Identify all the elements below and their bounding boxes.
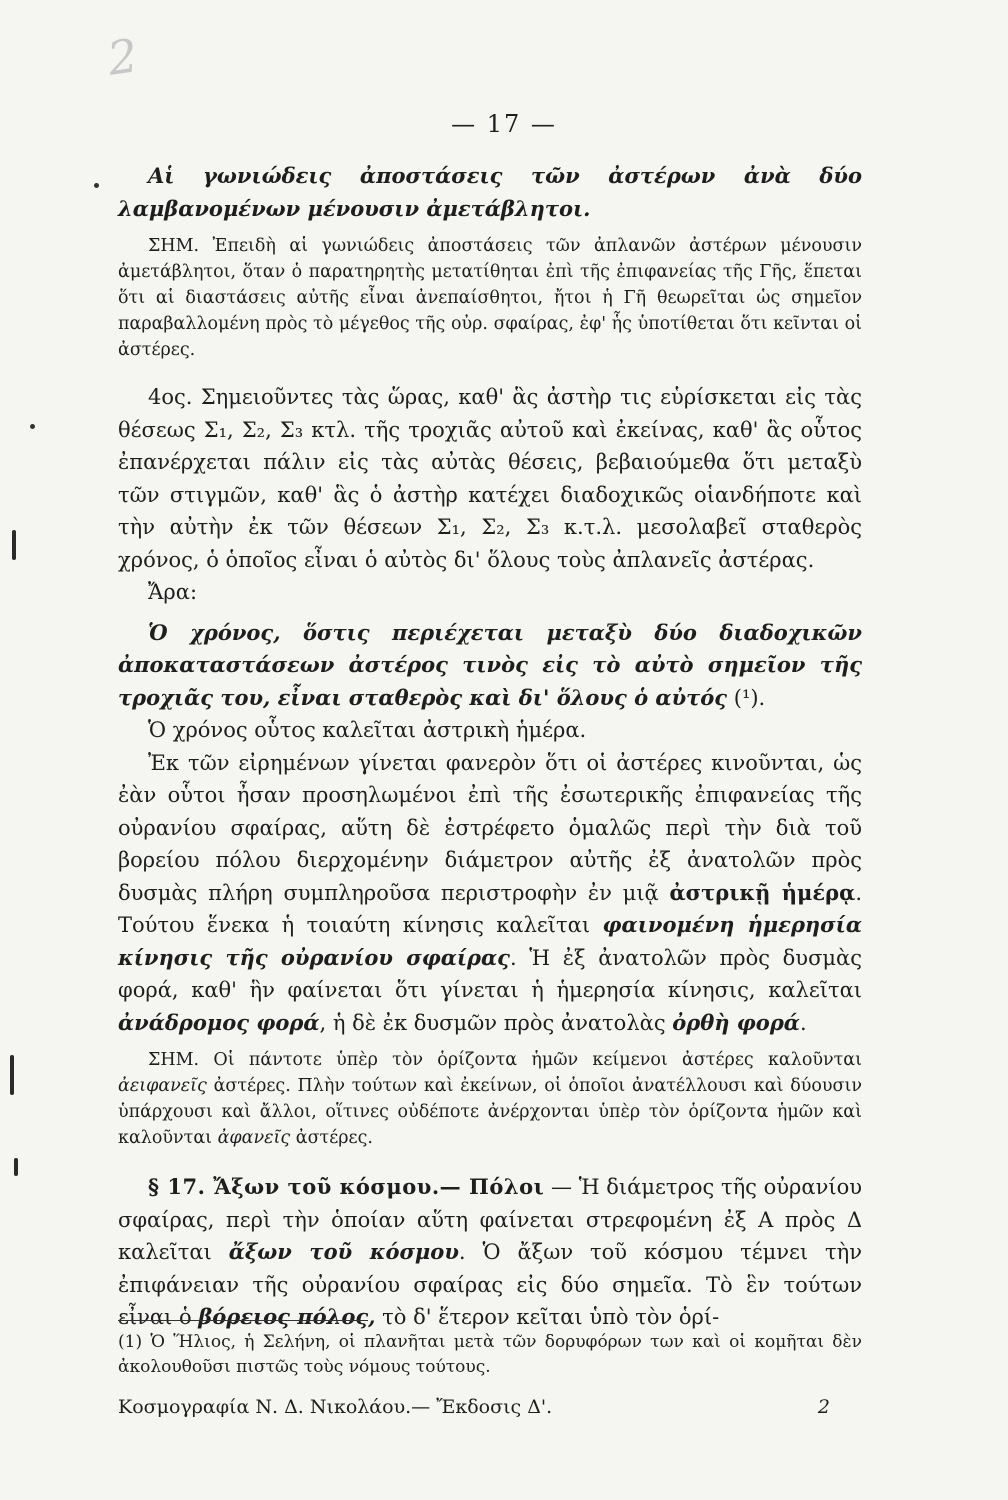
text-run: , ἡ δὲ ἐκ δυσμῶν πρὸς ἀνατολὰς [319, 1010, 673, 1035]
section-heading: § 17. Ἄξων τοῦ κόσμου.— Πόλοι [148, 1174, 545, 1199]
time-rule-text: Ὁ χρόνος, ὅστις περιέχεται μεταξὺ δύο διαδοχικῶν ἀποκαταστάσεων ἀστέρος τινὸς εἰς τὸ αὐτὸ σημεῖον τῆς τροχιᾶς του, εἶναι σταθερὸς καὶ δι' ὅλους ὁ αὐτός [118, 619, 862, 710]
text-run: . [799, 1010, 807, 1035]
paragraph-4: 4ος. Σημειοῦντες τὰς ὥρας, καθ' ἃς ἀστὴρ τις εὑρίσκεται εἰς τὰς θέσεως Σ₁, Σ₂, Σ₃ κτλ. τῆς τροχιᾶς αὐτοῦ καὶ ἐκείνας, καθ' ἃς οὗτος ἐπανέρχεται πάλιν εἰς τὰς αὐτὰς θέσεις, βεβαιούμεθα ὅτι μεταξὺ τῶν στιγμῶν, καθ' ἃς ὁ ἀστὴρ κατέχει διαδοχικῶς οἱανδήποτε καὶ τὴν αὐτὴν ἐκ τῶν θέσεων Σ₁, Σ₂, Σ₃ κ.τ.λ. μεσολαβεῖ σταθερὸς χρόνος, ὁ ὁποῖος εἶναι ὁ αὐτὸς δι' ὅλους τοὺς ἀπλανεῖς ἀστέρας. [118, 385, 862, 572]
therefore-label: Ἄρα: [148, 580, 198, 604]
sheet-number: 2 [817, 1396, 830, 1418]
note-1 [118, 233, 862, 363]
text-run: . Ἡ ἐξ ἀνατολῶν πρὸς δυσμὰς φορά, καθ' ἣν φαίνεται ὅτι γίνεται ἡ ἡμερησία κίνησις, καλεῖται [118, 945, 862, 1002]
term-sidereal-day: ἀστρικῇ ἡμέρᾳ [669, 879, 856, 905]
text-run: . Τούτου ἕνεκα ἡ τοιαύτη κίνησις καλεῖται [118, 880, 862, 937]
text-run: Ἐκ τῶν εἰρημένων γίνεται φανερὸν ὅτι οἱ ἀστέρες κινοῦνται, ὡς ἐὰν οὗτοι ἦσαν προσηλωμένοι ἐπὶ τῆς ἐσωτερικῆς ἐπιφανείας τῆς οὐρανίου σφαίρας, αὕτη δὲ ἐστρέφετο ὁμαλῶς περὶ τὴν διὰ τοῦ βορείου πόλου διερχομένην διάμετρον αὐτῆς ἐξ ἀνατολῶν πρὸς δυσμὰς πλήρη συμπληροῦσα περιστροφὴν ἐν μιᾷ [118, 750, 862, 905]
note-text: Ἐπειδὴ αἱ γωνιώδεις ἀποστάσεις τῶν ἀπλανῶν ἀστέρων μένουσιν ἀμετάβλητοι, ὅταν ὁ παρατηρητὴς μετατίθηται ἐπὶ τῆς ἐπιφανείας τῆς Γῆς, ἕπεται ὅτι αἱ διαστάσεις αὐτῆς εἶναι ἀνεπαίσθητοι, ἤτοι ἡ Γῆ θεωρεῖται ὡς σημεῖον παραβαλλομένη πρὸς τὸ μέγεθος τῆς οὐρ. σφαίρας, ἐφ' ἧς ὑποτίθεται ὅτι κεῖνται οἱ ἀστέρες. [118, 236, 862, 360]
margin-dot [30, 424, 35, 429]
term-world-axis: ἄξων τοῦ κόσμου [228, 1239, 459, 1264]
time-rule [118, 617, 862, 715]
footnote-divider [118, 1320, 368, 1321]
paragraph-motion [118, 747, 862, 1040]
text-run: τὸ δ' ἕτερον κεῖται ὑπὸ τὸν ὁρί- [375, 1305, 720, 1329]
term-apparent-diurnal-motion: φαινομένη ἡμερησία κίνησις τῆς οὐρανίου σφαίρας [118, 912, 862, 970]
term-direct: ὀρθὴ φορά [672, 1009, 800, 1035]
term-circumpolar: ἀειφανεῖς [118, 1076, 207, 1096]
note-2 [118, 1047, 862, 1151]
binding-mark [14, 1158, 18, 1176]
footnote: (1) Ὁ Ἥλιος, ἡ Σελήνη, οἱ πλανῆται μετὰ τῶν δορυφόρων των καὶ οἱ κομῆται δὲν ἀκολουθοῦσι πιστῶς τοὺς νόμους τούτους. [118, 1332, 862, 1377]
sidereal-day-definition: Ὁ χρόνος οὗτος καλεῖται ἀστρικὴ ἡμέρα. [148, 718, 587, 742]
text-run: Οἱ πάντοτε ὑπὲρ τὸν ὁρίζοντα ἡμῶν κείμενοι ἀστέρες καλοῦνται [199, 1050, 862, 1070]
book-title: Κοσμογραφία Ν. Δ. Νικολάου.— Ἔκδοσις Δ'. [118, 1396, 553, 1418]
footnote-ref: (¹). [727, 685, 766, 710]
note-label: ΣΗΜ. [148, 1050, 200, 1070]
pencil-mark: 2 [104, 28, 141, 86]
page-number: — 17 — [451, 110, 557, 138]
text-run: ἀστέρες. Πλὴν τούτων καὶ ἐκείνων, οἱ ὁποῖοι ἀνατέλλουσι καὶ δύουσιν ὑπάρχουσι καὶ ἄλλοι, οἵτινες οὐδέποτε ἀνέρχονται ὑπὲρ τὸν ὁρίζοντα ἡμῶν καὶ καλοῦνται [118, 1076, 862, 1148]
binding-mark [12, 530, 16, 560]
text-run: ἀστέρες. [290, 1128, 373, 1148]
section-17 [118, 1171, 862, 1334]
rule-statement: Αἱ γωνιώδεις ἀποστάσεις τῶν ἀστέρων ἀνὰ δύο λαμβανομένων μένουσιν ἀμετάβλητοι. [118, 163, 862, 221]
term-north-pole: βόρειος πόλος, [198, 1304, 376, 1329]
text-run: . Ὁ ἄξων τοῦ κόσμου τέμνει τὴν ἐπιφάνειαν τῆς οὐρανίου σφαίρας εἰς δύο σημεῖα. Τὸ ἓν τούτων εἶναι ὁ [118, 1240, 863, 1329]
term-invisible: ἀφανεῖς [217, 1128, 291, 1148]
page-footer [118, 1396, 830, 1418]
main-text [118, 160, 862, 1334]
text-run: — Ἡ διάμετρος τῆς οὐρανίου σφαίρας, περὶ τὴν ὁποίαν αὕτη φαίνεται στρεφομένη ἐξ Α πρὸς Δ καλεῖται [118, 1175, 862, 1264]
term-retrograde: ἀνάδρομος φορά [118, 1009, 320, 1035]
binding-mark [10, 1055, 14, 1095]
note-label: ΣΗΜ. [148, 236, 200, 256]
margin-dot [94, 183, 99, 188]
